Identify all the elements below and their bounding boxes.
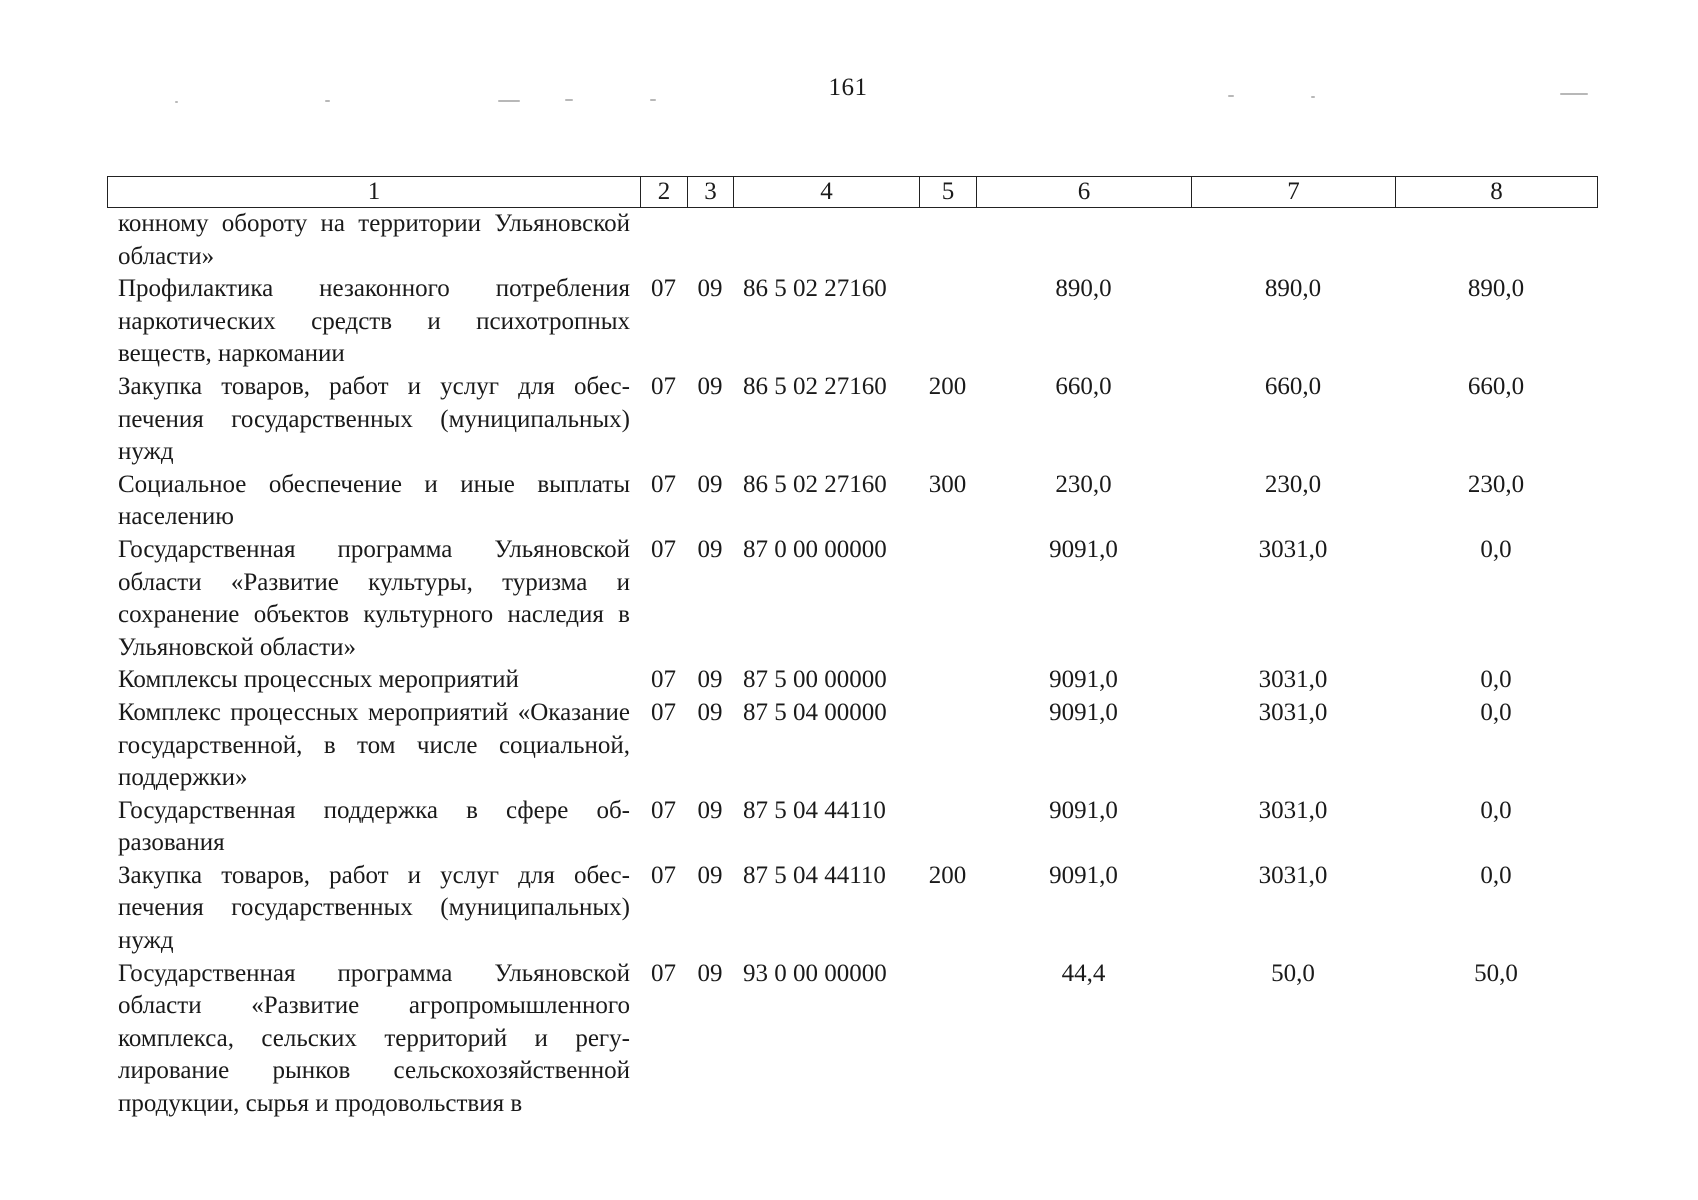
amount-year-2 (1191, 208, 1395, 273)
scan-speck (565, 99, 573, 101)
item-name: Закупка товаров, работ и услуг для обеспечения государственных (муниципальных) нужд (118, 861, 630, 955)
section-code: 07 (651, 666, 676, 694)
section-code: 07 (651, 372, 676, 400)
section-code: 07 (651, 698, 676, 726)
amount-year-1: 660,0 (1055, 372, 1112, 400)
amount-year-1: 9091,0 (1049, 535, 1118, 563)
subsection-code: 09 (697, 535, 723, 563)
header-cell-5: 5 (920, 177, 977, 208)
target-article-code: 87 0 00 00000 (743, 535, 887, 563)
scan-speck (498, 100, 520, 102)
budget-table (107, 208, 1597, 1121)
amount-year-3: 230,0 (1467, 470, 1525, 498)
scan-speck (175, 101, 178, 103)
subsection-code (687, 208, 733, 273)
header-cell-8: 8 (1396, 177, 1598, 208)
amount-year-1: 890,0 (1055, 275, 1112, 303)
header-cell-1: 1 (108, 177, 641, 208)
amount-year-2: 50,0 (1271, 959, 1315, 987)
header-cell-4: 4 (734, 177, 920, 208)
amount-year-2: 890,0 (1264, 275, 1322, 303)
subsection-code: 09 (697, 470, 723, 498)
amount-year-3: 50,0 (1474, 959, 1518, 987)
expense-type-code (919, 534, 976, 664)
target-article-code: 87 5 04 44110 (743, 861, 886, 889)
table-row (107, 958, 1597, 1121)
section-code: 07 (651, 959, 676, 987)
table-body (107, 208, 1597, 1121)
subsection-code: 09 (697, 861, 723, 889)
scan-speck (1560, 93, 1588, 95)
amount-year-3: 890,0 (1467, 275, 1525, 303)
amount-year-2: 3031,0 (1258, 666, 1328, 694)
amount-year-3: 0,0 (1480, 666, 1512, 694)
subsection-code: 09 (697, 796, 723, 824)
section-code: 07 (651, 535, 676, 563)
table-row (107, 860, 1597, 958)
amount-year-2: 3031,0 (1258, 861, 1328, 889)
item-name: Государственная поддержка в сфере образования (118, 796, 630, 857)
amount-year-2: 3031,0 (1258, 796, 1328, 824)
subsection-code: 09 (697, 275, 723, 303)
section-code: 07 (651, 275, 676, 303)
header-row (108, 177, 1598, 208)
table-row (107, 469, 1597, 534)
expense-type-code (919, 664, 976, 697)
section-code: 07 (651, 796, 676, 824)
expense-type-code (919, 697, 976, 795)
table-row (107, 371, 1597, 469)
amount-year-3: 0,0 (1480, 861, 1512, 889)
scan-speck (325, 100, 330, 102)
section-code: 07 (651, 470, 676, 498)
subsection-code: 09 (697, 666, 723, 694)
scan-speck (1228, 95, 1234, 97)
item-name: Профилактика незаконного потребления наркотических средств и психотропных веществ, наркомании (118, 275, 630, 368)
expense-type-code: 200 (928, 861, 967, 889)
amount-year-3: 0,0 (1480, 796, 1512, 824)
table-row (107, 664, 1597, 697)
subsection-code: 09 (697, 959, 723, 987)
expense-type-code (919, 958, 976, 1121)
target-article-code: 86 5 02 27160 (743, 372, 887, 400)
expense-type-code: 300 (928, 470, 967, 498)
table-row (107, 273, 1597, 371)
scan-speck (1311, 96, 1315, 98)
amount-year-2: 660,0 (1264, 372, 1322, 400)
expense-type-code (919, 273, 976, 371)
amount-year-1: 9091,0 (1049, 861, 1118, 889)
item-name: Социальное обеспечение и иные выплаты населению (118, 470, 630, 531)
target-article-code: 93 0 00 00000 (743, 959, 887, 987)
target-article-code: 87 5 04 44110 (743, 796, 886, 824)
amount-year-1: 9091,0 (1049, 666, 1118, 694)
item-name: Государственная программа Ульяновской области «Развитие агропромышленного комплекса, сельских территорий и регулирование рынков сельскохозяйственной продукции, сырья и продовольствия в (118, 959, 630, 1118)
item-name: Комплекс процессных мероприятий «Оказание государственной, в том числе социальной, поддержки» (118, 698, 630, 792)
scan-speck (650, 99, 656, 101)
item-name: конному обороту на территории Ульяновской области» (118, 210, 630, 270)
amount-year-1 (976, 208, 1191, 273)
item-name: Закупка товаров, работ и услуг для обеспечения государственных (муниципальных) нужд (118, 372, 630, 466)
amount-year-2: 3031,0 (1258, 535, 1328, 563)
expense-type-code (919, 208, 976, 273)
amount-year-3 (1395, 208, 1597, 273)
table-row (107, 534, 1597, 664)
amount-year-1: 9091,0 (1049, 698, 1118, 726)
target-article-code (733, 208, 919, 273)
amount-year-3: 0,0 (1480, 535, 1512, 563)
header-cell-6: 6 (977, 177, 1192, 208)
amount-year-2: 230,0 (1264, 470, 1322, 498)
target-article-code: 86 5 02 27160 (743, 275, 887, 303)
header-cell-2: 2 (641, 177, 688, 208)
header-cell-7: 7 (1192, 177, 1396, 208)
subsection-code: 09 (697, 372, 723, 400)
subsection-code: 09 (697, 698, 723, 726)
section-code (640, 208, 687, 273)
target-article-code: 86 5 02 27160 (743, 470, 887, 498)
expense-type-code (919, 795, 976, 860)
table-row (107, 697, 1597, 795)
target-article-code: 87 5 00 00000 (743, 666, 887, 694)
amount-year-1: 230,0 (1055, 470, 1112, 498)
table-row (107, 795, 1597, 860)
amount-year-1: 44,4 (1061, 959, 1106, 987)
target-article-code: 87 5 04 00000 (743, 698, 887, 726)
amount-year-3: 660,0 (1467, 372, 1525, 400)
item-name: Комплексы процессных мероприятий (118, 666, 519, 694)
amount-year-2: 3031,0 (1258, 698, 1328, 726)
table-header (107, 176, 1598, 208)
table-row (107, 208, 1597, 273)
section-code: 07 (651, 861, 676, 889)
item-name: Государственная программа Ульяновской области «Развитие культуры, туризма и сохранение объектов культурного наследия в Ульяновской области» (118, 535, 630, 661)
expense-type-code: 200 (928, 372, 967, 400)
page-number: 161 (828, 74, 868, 101)
amount-year-1: 9091,0 (1049, 796, 1118, 824)
header-cell-3: 3 (688, 177, 734, 208)
amount-year-3: 0,0 (1480, 698, 1512, 726)
